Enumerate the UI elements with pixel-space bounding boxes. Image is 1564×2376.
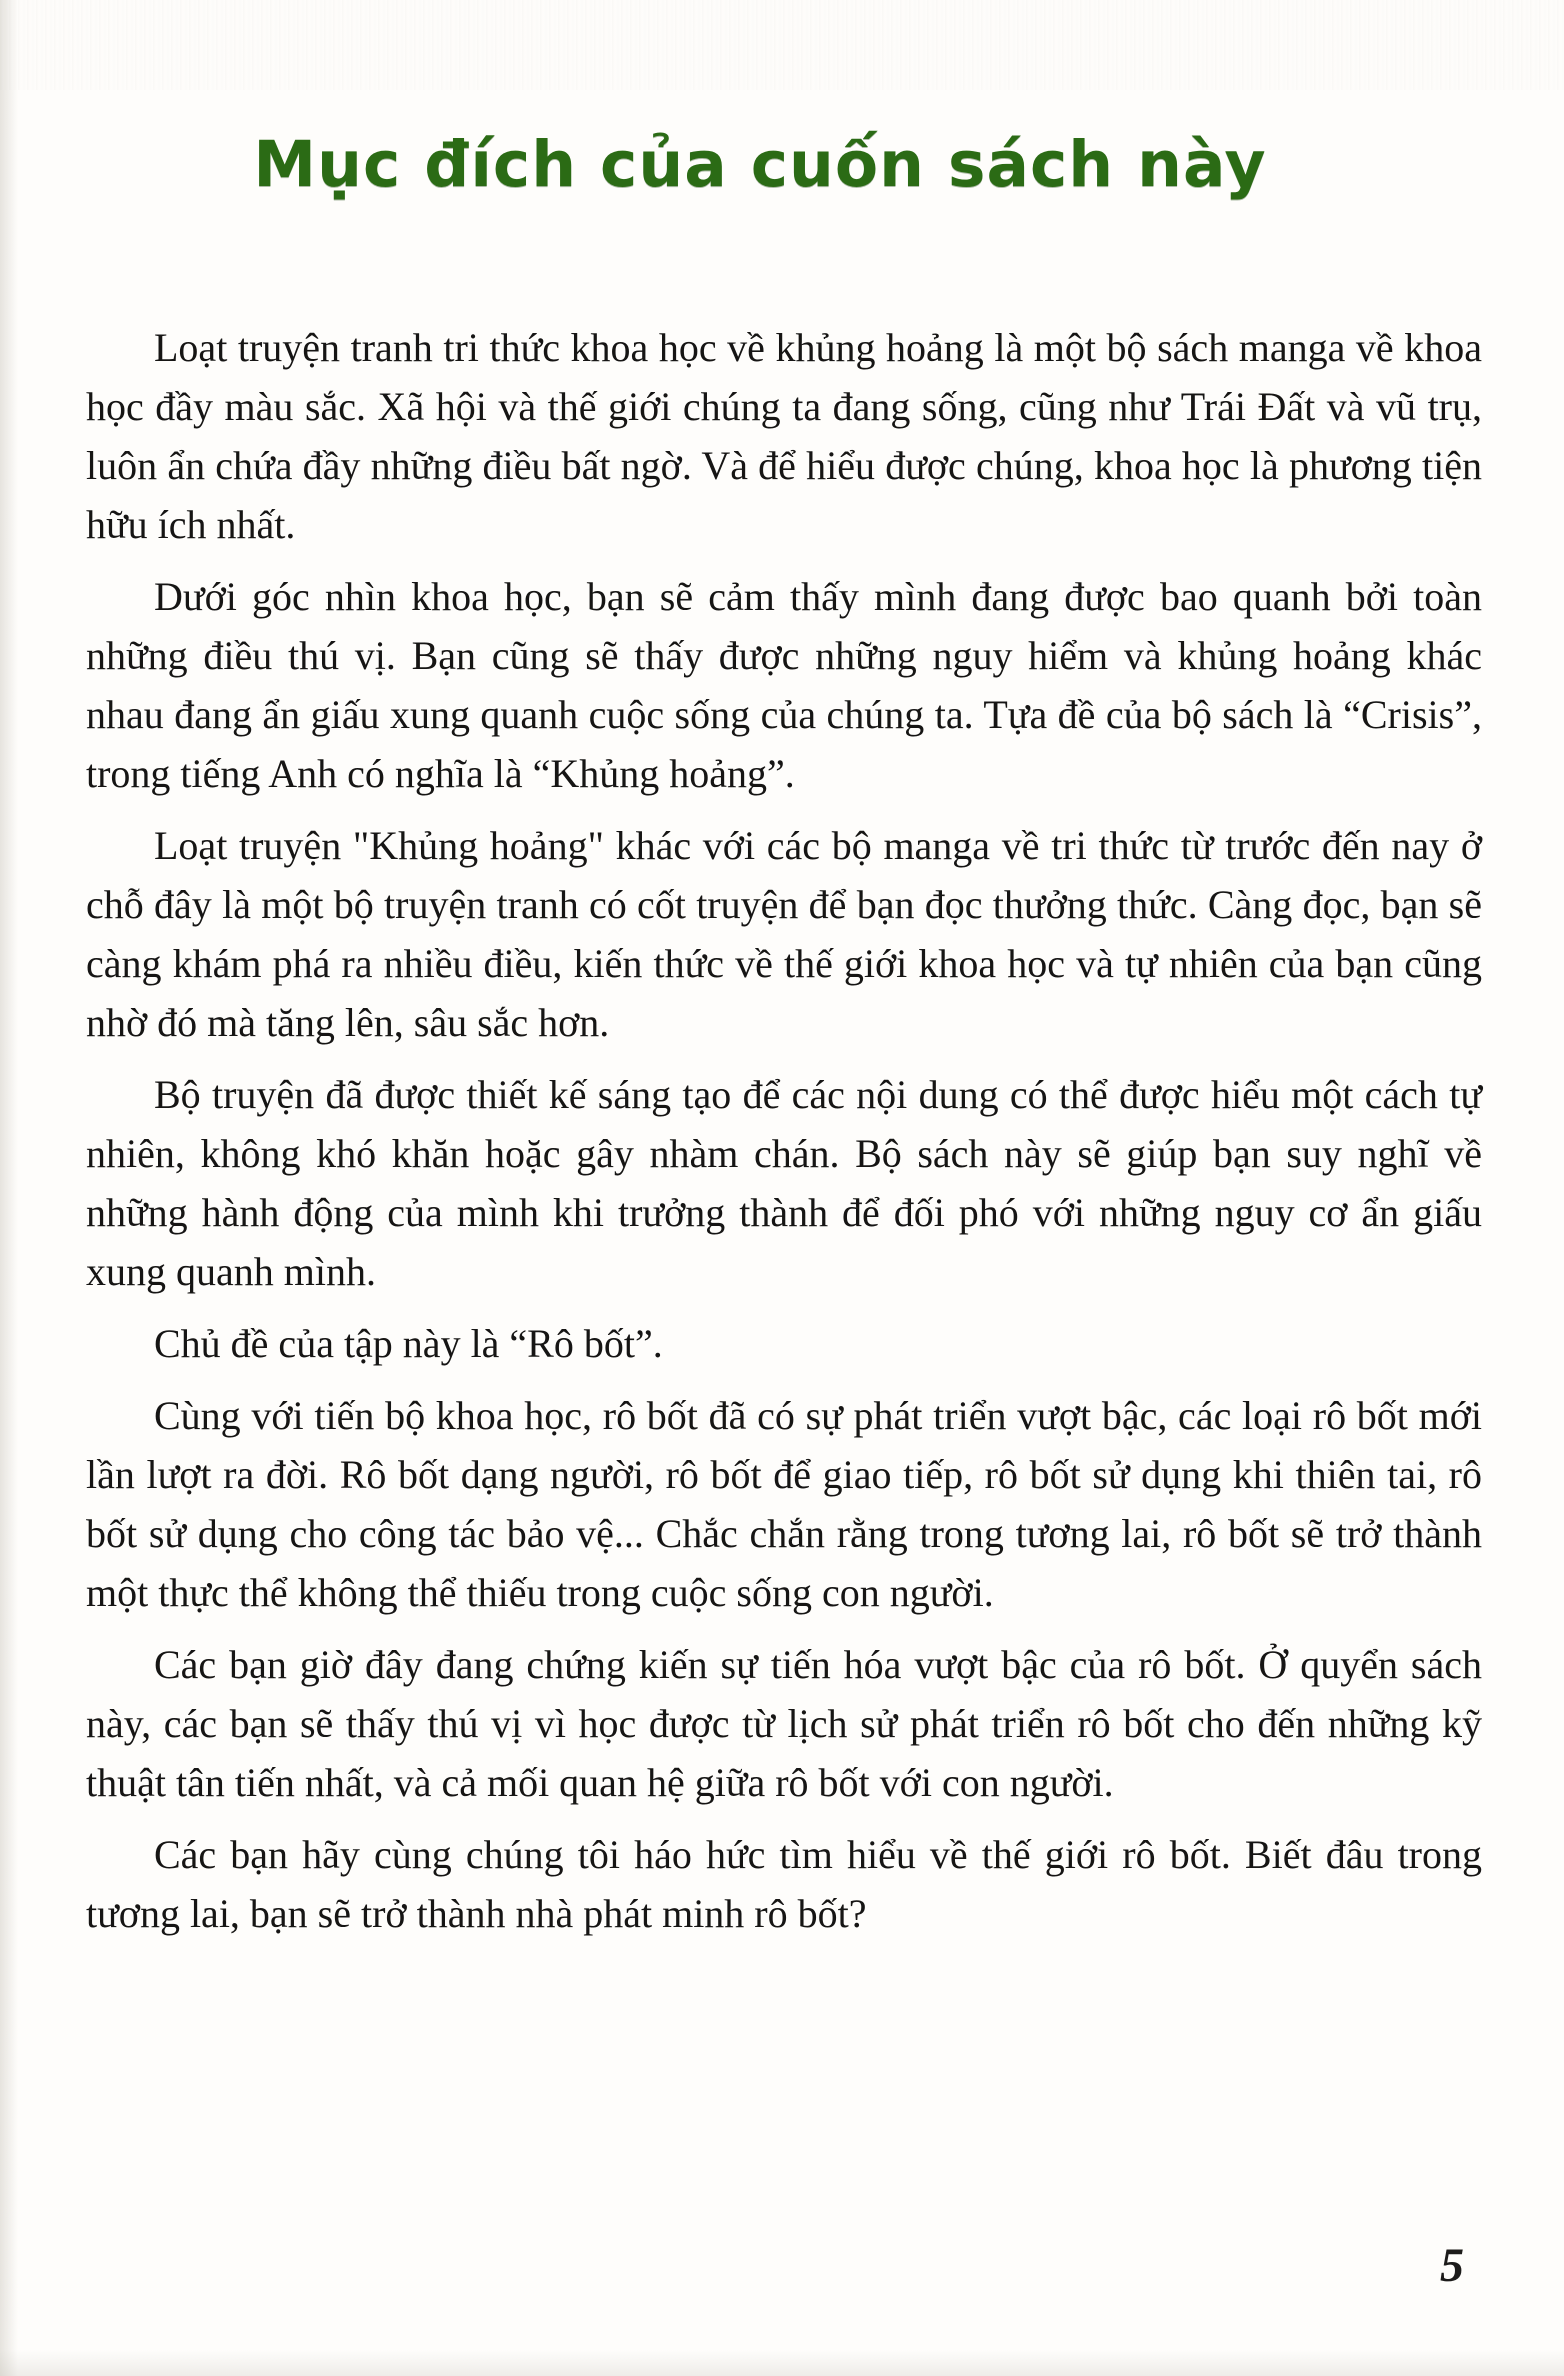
scan-artifact-left-edge	[0, 0, 18, 2376]
paragraph: Dưới góc nhìn khoa học, bạn sẽ cảm thấy mình đang được bao quanh bởi toàn những điều thú vị. Bạn cũng sẽ thấy được những nguy hiểm và khủng hoảng khác nhau đang ẩn giấu xung quanh cuộc sống của chúng ta. Tựa đề của bộ sách là “Crisis”, trong tiếng Anh có nghĩa là “Khủng hoảng”.	[86, 574, 1482, 796]
paragraph: Loạt truyện tranh tri thức khoa học về khủng hoảng là một bộ sách manga về khoa học đầy màu sắc. Xã hội và thế giới chúng ta đang sống, cũng như Trái Đất và vũ trụ, luôn ẩn chứa đầy những điều bất ngờ. Và để hiểu được chúng, khoa học là phương tiện hữu ích nhất.	[86, 325, 1482, 547]
scan-artifact-top-edge	[0, 0, 1564, 90]
scan-artifact-bottom-edge	[0, 2350, 1564, 2376]
paragraph: Cùng với tiến bộ khoa học, rô bốt đã có sự phát triển vượt bậc, các loại rô bốt mới lần lượt ra đời. Rô bốt dạng người, rô bốt để giao tiếp, rô bốt sử dụng khi thiên tai, rô bốt sử dụng cho công tác bảo vệ... Chắc chắn rằng trong tương lai, rô bốt sẽ trở thành một thực thể không thể thiếu trong cuộc sống con người.	[86, 1393, 1482, 1615]
paragraph: Các bạn giờ đây đang chứng kiến sự tiến hóa vượt bậc của rô bốt. Ở quyển sách này, các bạn sẽ thấy thú vị vì học được từ lịch sử phát triển rô bốt cho đến những kỹ thuật tân tiến nhất, và cả mối quan hệ giữa rô bốt với con người.	[86, 1642, 1482, 1805]
paragraph: Loạt truyện "Khủng hoảng" khác với các bộ manga về tri thức từ trước đến nay ở chỗ đây là một bộ truyện tranh có cốt truyện để bạn đọc thưởng thức. Càng đọc, bạn sẽ càng khám phá ra nhiều điều, kiến thức về thế giới khoa học và tự nhiên của bạn cũng nhờ đó mà tăng lên, sâu sắc hơn.	[86, 823, 1482, 1045]
page-number: 5	[1440, 2239, 1464, 2292]
body-text	[86, 318, 1482, 1956]
paragraph: Chủ đề của tập này là “Rô bốt”.	[154, 1321, 663, 1366]
page-title: Mục đích của cuốn sách này	[253, 128, 1267, 201]
paragraph: Các bạn hãy cùng chúng tôi háo hức tìm hiểu về thế giới rô bốt. Biết đâu trong tương lai, bạn sẽ trở thành nhà phát minh rô bốt?	[86, 1832, 1482, 1936]
paragraph: Bộ truyện đã được thiết kế sáng tạo để các nội dung có thể được hiểu một cách tự nhiên, không khó khăn hoặc gây nhàm chán. Bộ sách này sẽ giúp bạn suy nghĩ về những hành động của mình khi trưởng thành để đối phó với những nguy cơ ẩn giấu xung quanh mình.	[86, 1072, 1482, 1294]
